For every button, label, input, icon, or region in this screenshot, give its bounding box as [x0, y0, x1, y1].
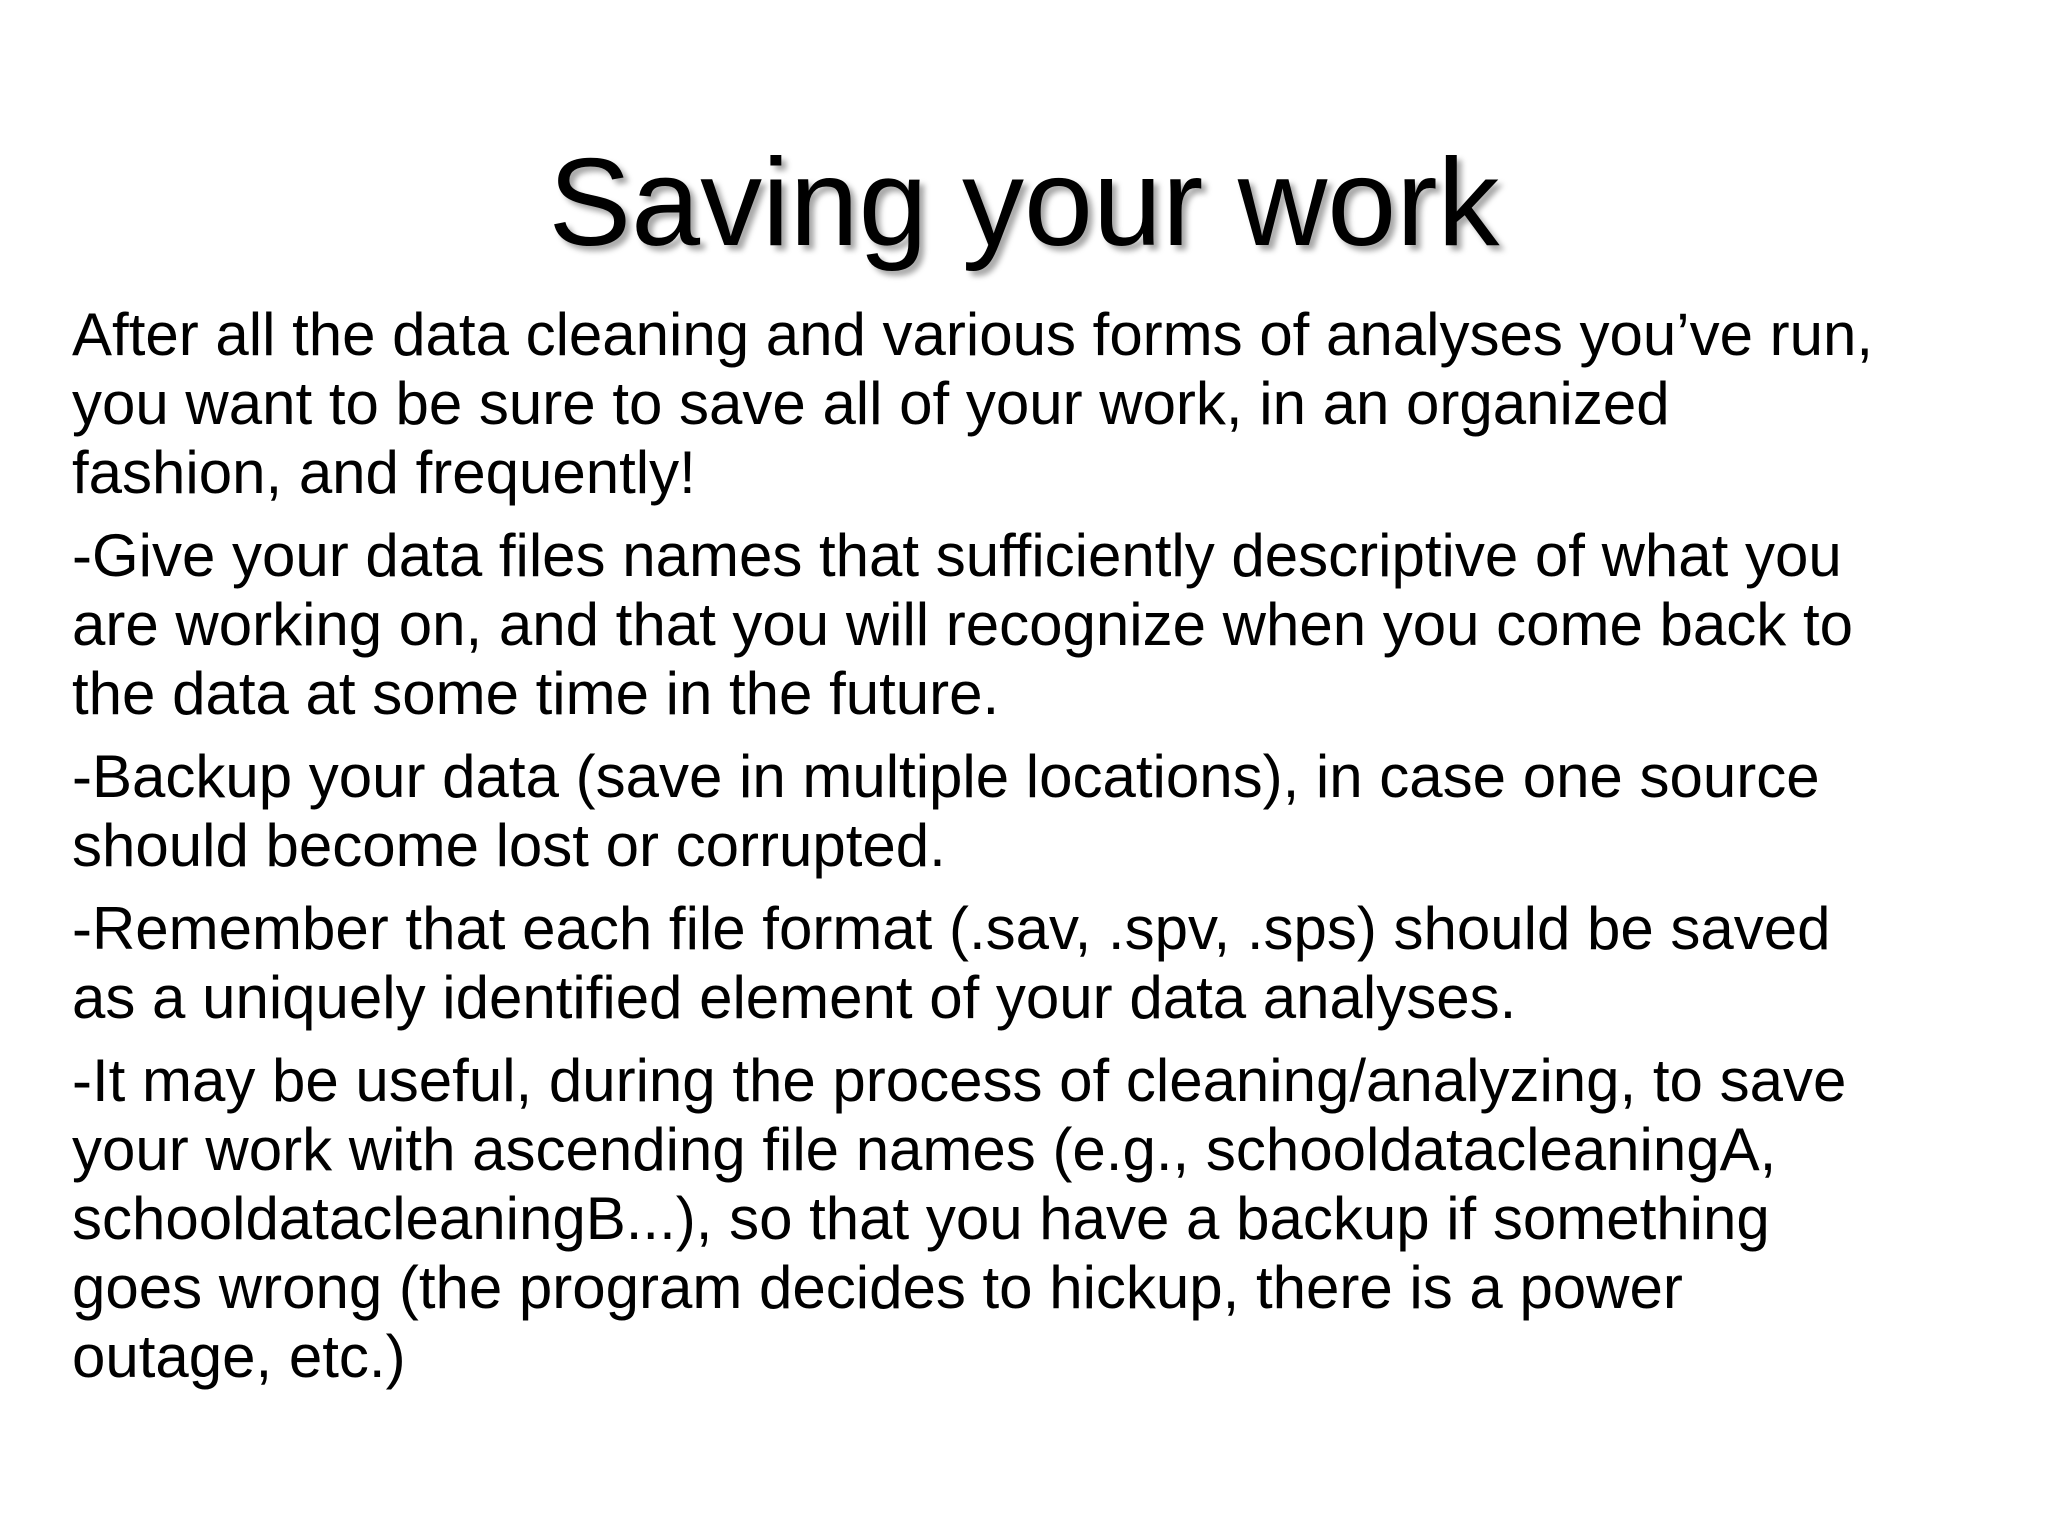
- paragraph-line: are working on, and that you will recognize when you come back to: [72, 591, 1853, 658]
- paragraph-line: -It may be useful, during the process of cleaning/analyzing, to save: [72, 1047, 1847, 1114]
- paragraph-line: as a uniquely identified element of your data analyses.: [72, 964, 1517, 1031]
- paragraph-line: After all the data cleaning and various forms of analyses you’ve run,: [72, 301, 1873, 368]
- paragraph-line: the data at some time in the future.: [72, 660, 1000, 727]
- paragraph-line: fashion, and frequently!: [72, 439, 696, 506]
- slide-body: [72, 300, 1992, 1405]
- paragraph-line: schooldatacleaningB...), so that you have a backup if something: [72, 1185, 1770, 1252]
- paragraph-line: -Backup your data (save in multiple locations), in case one source: [72, 743, 1820, 810]
- paragraph-ascending-names: [72, 1046, 1992, 1391]
- paragraph-line: outage, etc.): [72, 1323, 406, 1390]
- paragraph-intro: [72, 300, 1992, 507]
- paragraph-line: goes wrong (the program decides to hickup, there is a power: [72, 1254, 1683, 1321]
- paragraph-line: your work with ascending file names (e.g., schooldatacleaningA,: [72, 1116, 1777, 1183]
- paragraph-line: -Remember that each file format (.sav, .spv, .sps) should be saved: [72, 895, 1831, 962]
- paragraph-file-formats: [72, 894, 1992, 1032]
- paragraph-file-names: [72, 521, 1992, 728]
- paragraph-line: -Give your data files names that sufficiently descriptive of what you: [72, 522, 1842, 589]
- paragraph-line: you want to be sure to save all of your work, in an organized: [72, 370, 1670, 437]
- paragraph-line: should become lost or corrupted.: [72, 812, 946, 879]
- paragraph-backup: [72, 742, 1992, 880]
- slide-title: Saving your work: [548, 134, 1500, 272]
